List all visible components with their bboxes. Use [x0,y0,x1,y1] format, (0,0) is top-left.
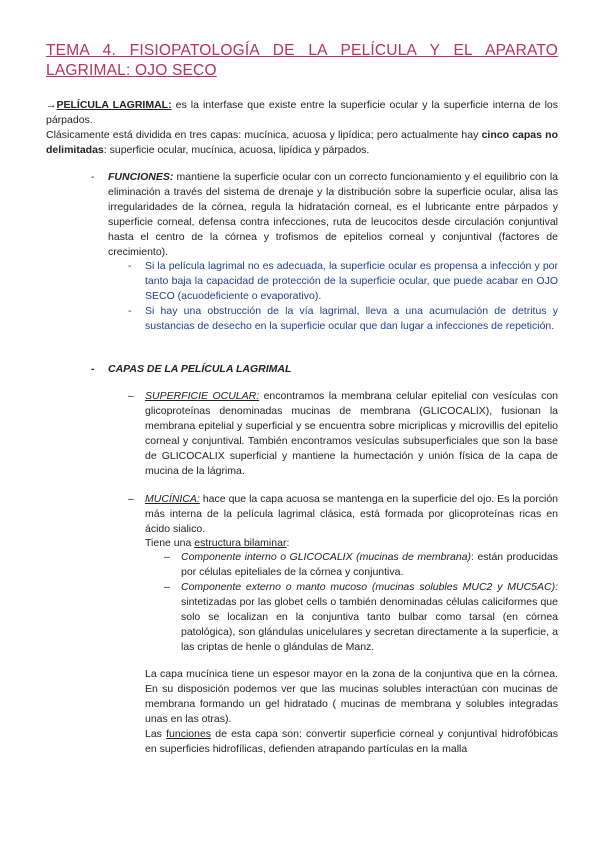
intro-paragraph-2 [46,128,558,158]
colon-text: : [286,537,290,549]
componente-externo-text: sintetizadas por las globet cells o también denominadas células caliciformes que solo se localizan en la conjuntiva tanto bulbar como tarsal (en córnea patológica), son glándulas unicelulares y secretan directamente a la superficie, a las criptas de henle o glándulas de Manz. [181,596,558,653]
funciones-sub-item: Si la película lagrimal no es adecuada, la superficie ocular es propensa a infección y por tanto baja la capacidad de protección de la superficie ocular, que puede acabar en OJO SECO (acuodeficiente o evaporativo). [145,260,558,302]
las-text: Las [145,728,167,740]
superficie-ocular-label: SUPERFICIE OCULAR: [145,390,260,402]
funciones-sub-bullet: - [128,260,132,272]
page-title: TEMA 4. FISIOPATOLOGÍA DE LA PELÍCULA Y EL APARATO LAGRIMAL: OJO SECO [46,42,558,79]
mucinica-espesor-paragraph: La capa mucínica tiene un espesor mayor en la zona de la conjuntiva que en la córnea. En su disposición podemos ver que las mucinas solubles interactúan con mucinas de membrana formando un gel hidratado ( mucinas de membrana y solubles integradas unas en las otras). [145,668,558,725]
estructura-bilaminar-text: estructura bilaminar [194,537,287,549]
superficie-ocular-paragraph [145,389,558,479]
funciones-bullet: - [91,171,95,183]
funciones-text: mantiene la superficie ocular con un correcto funcionamiento y el equilibrio con la eliminación a través del sistema de drenaje y la distribución sobre la superficie ocular, alisa las irregularidades de la córnea, regula la hidratación corneal, es el lubricante entre párpados y superficie corneal, defensa contra infecciones, ruta de leucocitos desde circulación conjuntival hasta el centro de la córnea y trofismos de epitelios corneal y conjuntival (factores de crecimiento). [108,171,558,258]
intro-text-3: : superficie ocular, mucínica, acuosa, lipídica y párpados. [103,144,370,156]
capas-heading: CAPAS DE LA PELÍCULA LAGRIMAL [108,363,292,375]
componente-externo-label: Componente externo o manto mucoso (mucinas solubles MUC2 y MUC5AC): [181,581,558,593]
componente-interno-item [181,550,558,580]
cinco-capas-bold: cinco capas no delimitadas [46,129,559,156]
intro-text-2: Clásicamente está dividida en tres capas: mucínica, acuosa y lipídica; pero actualmente hay [46,129,482,141]
tiene-una-text: Tiene una [145,537,195,549]
intro-paragraph [46,98,558,128]
capas-bullet: - [91,363,95,375]
componente-bullet: – [164,581,170,593]
funciones-paragraph [108,170,558,260]
funciones-capa-text: de esta capa son: convertir superficie corneal y conjuntival hidrofóbicas en superficies hidrofílicas, defienden atrapando partículas en la malla [145,728,558,755]
componente-bullet: – [164,551,170,563]
mucinica-funciones-paragraph [145,727,558,757]
intro-text-1: es la interfase que existe entre la superficie ocular y la superficie interna de los párpados. [46,99,559,126]
mucinica-paragraph [145,492,558,537]
funciones-heading: FUNCIONES: [108,171,174,183]
funciones-sub-item: Si hay una obstrucción de la vía lagrimal, lleva a una acumulación de detritus y sustancias de desecho en la superficie ocular que dan lugar a infecciones de repetición. [145,305,558,332]
estructura-bilaminar-line [145,536,558,551]
componente-externo-item [181,580,558,655]
funciones-underlined: funciones [166,728,212,740]
arrow-icon: → [46,99,57,111]
mucinica-text: hace que la capa acuosa se mantenga en la superficie del ojo. Es la porción más interna de la película lagrimal clásica, está formada por glicoproteínas ricas en ácido sialico. [145,493,558,535]
mucinica-bullet: – [128,493,134,505]
pelicula-lagrimal-heading: PELÍCULA LAGRIMAL: [56,99,172,111]
superficie-ocular-text: encontramos la membrana celular epitelial con vesículas con glicoproteínas denominadas mucinas de membrana (GLICOCALIX), fusionan la membrana epitelial y superficial y se encuentra sobre micriplicas y microvillis del epitelio corneal y conjuntival. También encontramos vesículas subsuperficiales que son la base de GLICOCALIX superficial y mantiene la humectación y unión física de la capa de mucina de la lágrima. [145,390,558,477]
componente-interno-text: : están producidas por células epiteliales de la córnea y conjuntiva. [181,551,558,578]
mucinica-label: MUCÍNICA: [145,493,200,505]
superficie-bullet: – [128,390,134,402]
componente-interno-label: Componente interno o GLICOCALIX (mucinas de membrana) [181,551,472,563]
funciones-sub-bullet: - [128,305,132,317]
